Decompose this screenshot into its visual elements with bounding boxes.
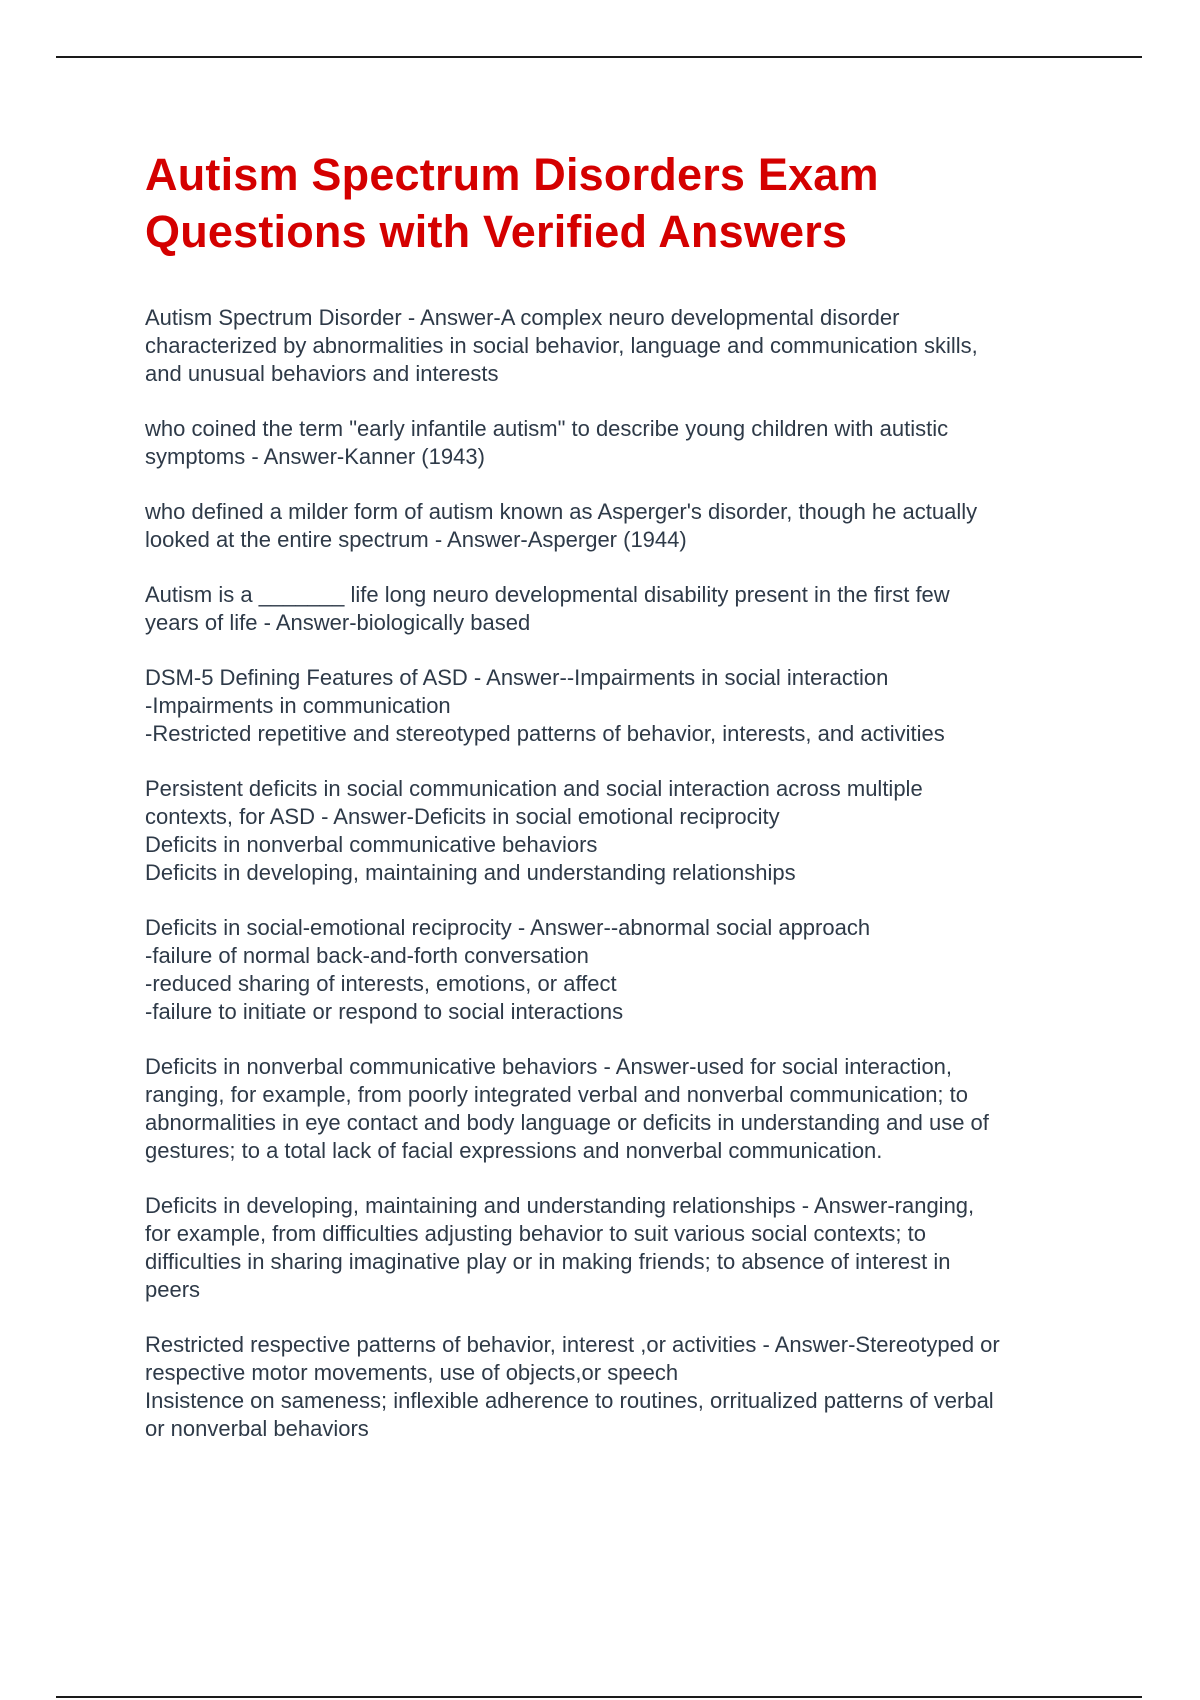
qa-entry [145, 498, 1105, 554]
qa-line: gestures; to a total lack of facial expressions and nonverbal communication. [145, 1138, 883, 1163]
qa-entry [145, 304, 1105, 388]
qa-line: -Restricted repetitive and stereotyped patterns of behavior, interests, and activities [145, 721, 945, 746]
document-body [145, 146, 1105, 1470]
qa-line: Autism is a _______ life long neuro developmental disability present in the first few [145, 582, 950, 607]
qa-entry [145, 775, 1105, 887]
qa-entry [145, 1331, 1105, 1443]
qa-line: Insistence on sameness; inflexible adherence to routines, orritualized patterns of verbal [145, 1388, 994, 1413]
qa-line: Deficits in nonverbal communicative behaviors [145, 832, 598, 857]
qa-line: Deficits in developing, maintaining and understanding relationships - Answer-ranging, [145, 1193, 975, 1218]
qa-entry [145, 664, 1105, 748]
qa-line: symptoms - Answer-Kanner (1943) [145, 444, 485, 469]
qa-line: and unusual behaviors and interests [145, 361, 499, 386]
qa-line: DSM-5 Defining Features of ASD - Answer--Impairments in social interaction [145, 665, 889, 690]
qa-list [145, 304, 1105, 1443]
qa-line: characterized by abnormalities in social behavior, language and communication skills, [145, 333, 978, 358]
qa-line: -Impairments in communication [145, 693, 451, 718]
qa-entry [145, 914, 1105, 1026]
qa-line: peers [145, 1277, 201, 1302]
title-line: Questions with Verified Answers [145, 206, 848, 257]
header-rule [56, 56, 1142, 58]
qa-line: -reduced sharing of interests, emotions, or affect [145, 971, 617, 996]
qa-line: Deficits in nonverbal communicative behaviors - Answer-used for social interaction, [145, 1054, 953, 1079]
qa-line: Restricted respective patterns of behavior, interest ,or activities - Answer-Stereotyped or [145, 1332, 1000, 1357]
document-title [145, 146, 1105, 260]
qa-entry [145, 1053, 1105, 1165]
qa-line: contexts, for ASD - Answer-Deficits in social emotional reciprocity [145, 804, 780, 829]
qa-line: Deficits in social-emotional reciprocity - Answer--abnormal social approach [145, 915, 871, 940]
title-line: Autism Spectrum Disorders Exam [145, 149, 879, 200]
qa-line: Autism Spectrum Disorder - Answer-A complex neuro developmental disorder [145, 305, 900, 330]
qa-line: Deficits in developing, maintaining and understanding relationships [145, 860, 796, 885]
qa-line: difficulties in sharing imaginative play or in making friends; to absence of interest in [145, 1249, 951, 1274]
footer-rule [56, 1696, 1142, 1698]
qa-entry [145, 415, 1105, 471]
qa-entry [145, 1192, 1105, 1304]
qa-line: -failure of normal back-and-forth conversation [145, 943, 589, 968]
qa-line: -failure to initiate or respond to social interactions [145, 999, 624, 1024]
qa-line: ranging, for example, from poorly integrated verbal and nonverbal communication; to [145, 1082, 969, 1107]
qa-line: who coined the term "early infantile autism" to describe young children with autistic [145, 416, 949, 441]
qa-line: looked at the entire spectrum - Answer-Asperger (1944) [145, 527, 687, 552]
qa-line: or nonverbal behaviors [145, 1416, 369, 1441]
qa-line: Persistent deficits in social communication and social interaction across multiple [145, 776, 923, 801]
qa-line: respective motor movements, use of objects,or speech [145, 1360, 679, 1385]
qa-entry [145, 581, 1105, 637]
qa-line: years of life - Answer-biologically based [145, 610, 531, 635]
qa-line: abnormalities in eye contact and body language or deficits in understanding and use of [145, 1110, 989, 1135]
qa-line: who defined a milder form of autism known as Asperger's disorder, though he actually [145, 499, 978, 524]
qa-line: for example, from difficulties adjusting behavior to suit various social contexts; to [145, 1221, 926, 1246]
